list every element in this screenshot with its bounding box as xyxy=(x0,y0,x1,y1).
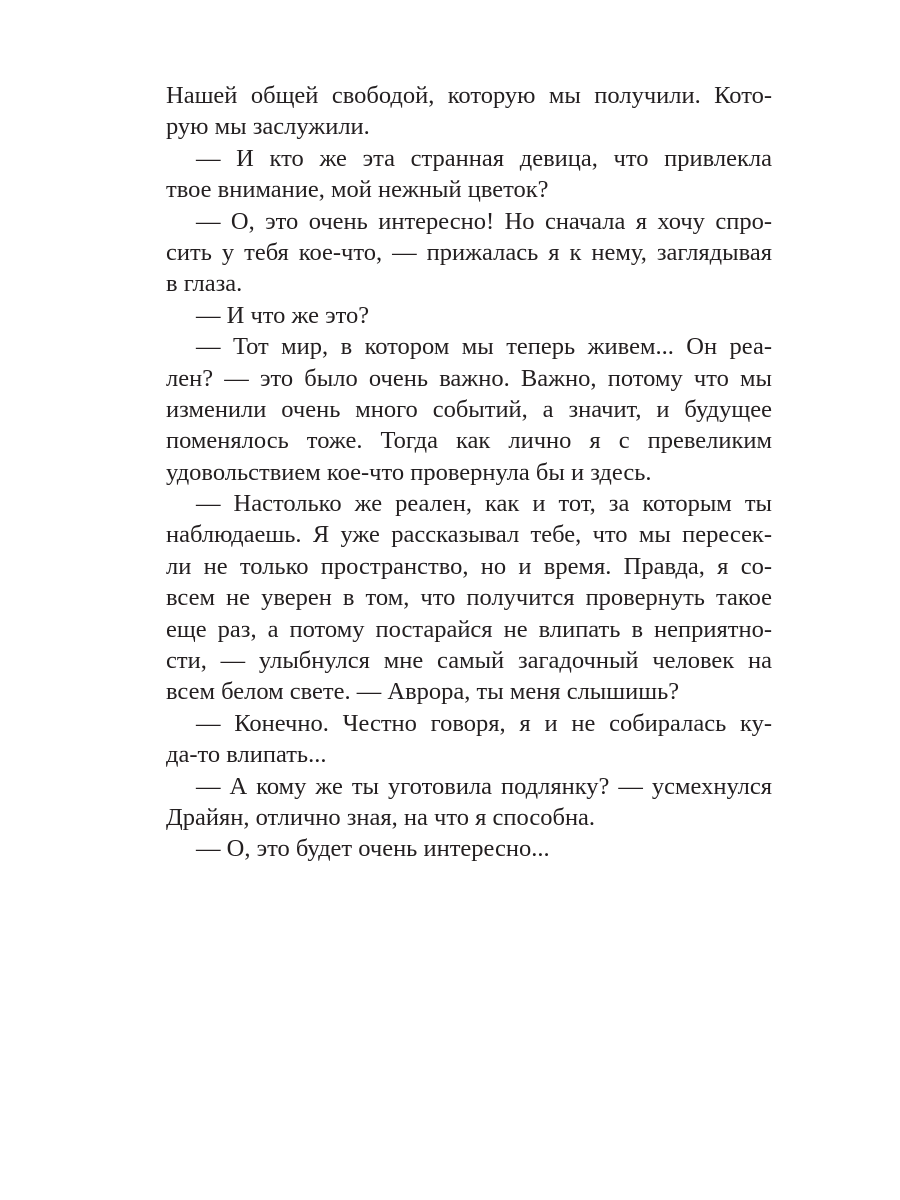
text-line: — И кто же эта странная девица, что привлекла xyxy=(196,144,772,172)
text-line: лен? — это было очень важно. Важно, потому что мы xyxy=(166,364,772,392)
text-line: в глаза. xyxy=(166,270,243,298)
text-line: — Конечно. Честно говоря, я и не собиралась ку- xyxy=(196,709,772,737)
text-line: сить у тебя кое-что, — прижалась я к нему, заглядывая xyxy=(166,238,772,266)
text-line: наблюдаешь. Я уже рассказывал тебе, что мы пересек- xyxy=(166,521,772,549)
text-line: — А кому же ты уготовила подлянку? — усмехнулся xyxy=(196,772,772,800)
text-line: — Тот мир, в котором мы теперь живем... Он реа- xyxy=(196,333,772,361)
text-line: удовольствием кое-что провернула бы и здесь. xyxy=(166,458,652,486)
text-line: изменили очень много событий, а значит, и будущее xyxy=(166,395,772,423)
text-line: всем не уверен в том, что получится провернуть такое xyxy=(166,584,772,612)
body-text xyxy=(166,80,772,865)
text-line: твое внимание, мой нежный цветок? xyxy=(166,176,549,204)
text-line: Драйян, отлично зная, на что я способна. xyxy=(166,803,596,831)
text-line: сти, — улыбнулся мне самый загадочный человек на xyxy=(166,647,772,675)
text-line: всем белом свете. — Аврора, ты меня слышишь? xyxy=(166,678,680,706)
text-line: рую мы заслужили. xyxy=(166,113,370,141)
text-line: — О, это очень интересно! Но сначала я хочу спро- xyxy=(196,207,772,235)
text-line: ли не только пространство, но и время. Правда, я со- xyxy=(166,552,772,580)
text-line: да-то влипать... xyxy=(166,741,327,769)
text-line: поменялось тоже. Тогда как лично я с превеликим xyxy=(166,427,772,455)
text-line: еще раз, а потому постарайся не влипать в неприятно- xyxy=(166,615,772,643)
text-line: — О, это будет очень интересно... xyxy=(196,835,550,863)
text-line: — Настолько же реален, как и тот, за которым ты xyxy=(196,490,772,518)
text-line: Нашей общей свободой, которую мы получили. Кото- xyxy=(166,82,772,109)
text-line: — И что же это? xyxy=(196,301,370,329)
